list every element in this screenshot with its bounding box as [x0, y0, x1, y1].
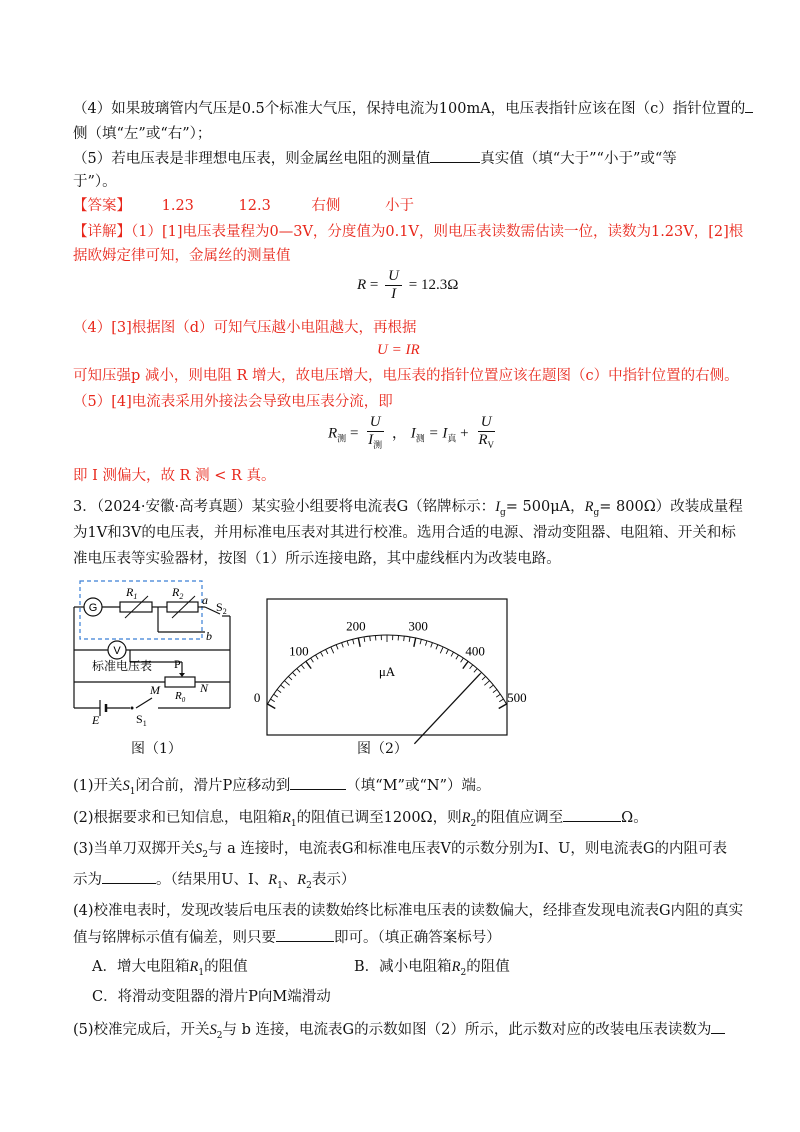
q3b-r2-sub: 2	[306, 880, 312, 891]
eq1-r: R	[357, 276, 367, 293]
eq3-plus: +	[460, 425, 469, 442]
detail-6: 即 I 测偏大，故 R 测 < R 真。	[73, 468, 276, 484]
q5n-blank[interactable]	[711, 1019, 725, 1034]
q2-text: (2)根据要求和已知信息，电阻箱	[73, 810, 283, 826]
p3-sep: ，	[570, 499, 585, 515]
q5-tail: 真实值（填“大于”“小于”或“等	[480, 151, 677, 167]
eq3-sep: ，	[391, 425, 407, 442]
q3b-text: 示为	[73, 872, 102, 888]
option-a-r: R	[189, 959, 199, 975]
q5n-text: (5)校准完成后，开关	[73, 1022, 210, 1038]
q4n-text: (4)校准电表时，发现改装后电压表的读数始终比标准电压表的读数偏大，经排查发现电流表G内阻的真实	[73, 903, 744, 919]
q3b-r1-sub: 1	[277, 880, 283, 891]
q2-blank[interactable]	[563, 807, 621, 822]
eq3-r-sub: 测	[337, 433, 347, 444]
p3-rg-sub: g	[593, 507, 600, 518]
q3-s-sub: 2	[202, 849, 209, 860]
q3-text: (3)当单刀双掷开关	[73, 841, 196, 857]
eq3-lhs: I	[410, 425, 416, 442]
meter-tick-label: 300	[408, 618, 428, 634]
q1-line	[73, 775, 490, 802]
option-a-text: A．增大电阻箱	[92, 959, 190, 975]
meter-tick-label: 0	[253, 690, 261, 705]
rheostat-r0-icon	[165, 677, 195, 687]
eq3-lhs-sub: 测	[415, 433, 425, 444]
standard-voltmeter-label: 标准电压表	[92, 659, 153, 673]
q5-text: （5）若电压表是非理想电压表，则金属丝电阻的测量值	[73, 151, 431, 167]
q4b-line	[73, 124, 211, 144]
q2-mid: 的阻值已调至1200Ω，则	[296, 810, 462, 826]
q3b-line	[73, 869, 355, 896]
q3-s: S	[195, 841, 203, 857]
detail-line-6	[73, 466, 275, 486]
figure-2-caption: 图（2）	[357, 741, 408, 757]
eq3-rv-sub: V	[487, 440, 494, 450]
q3-line	[73, 839, 727, 865]
eq3-fraction	[365, 414, 385, 454]
eq1-i: I	[391, 286, 397, 302]
q2-r2: R	[461, 810, 471, 826]
option-c[interactable]	[92, 987, 331, 1007]
q2-r1: R	[282, 810, 291, 826]
eq3-i-sub: 测	[373, 440, 383, 450]
detail-1: 【详解】（1）[1]电压表量程为0—3V，分度值为0.1V，则电压表读数需估读一位，读数为1.23V，[2]根	[73, 224, 744, 240]
detail-5: （5）[4]电流表采用外接法会导致电压表分流，即	[73, 394, 393, 410]
q3-tail: 与 a 连接时，电流表G和标准电压表V的示数分别为I、U，则电流表G的内阻可表	[208, 841, 727, 857]
q4n-b-line	[73, 927, 501, 948]
p3-ig-val: = 500μA	[505, 499, 571, 515]
eq3-fraction-2	[475, 414, 497, 454]
q1-s-sub: 1	[129, 786, 136, 797]
q3b-tail: 。（结果用U、I、	[156, 872, 269, 888]
q3-blank[interactable]	[102, 869, 156, 884]
meter-tick-label: 400	[465, 643, 485, 659]
q1-end: （填“M”或“N”）端。	[346, 778, 491, 794]
equation-uir	[377, 342, 420, 359]
figure-1-caption: 图（1）	[131, 741, 182, 757]
eq3-r: R	[328, 425, 338, 442]
q5n-line	[73, 1019, 725, 1046]
eq1-u: U	[385, 268, 402, 286]
q4n-b-tail: 即可。（填正确答案标号）	[334, 930, 501, 946]
q5-line	[73, 148, 677, 169]
p3-line-2	[73, 523, 736, 543]
q4-text: （4）如果玻璃管内气压是0.5个标准大气压，保持电流为100mA，电压表指针应该在图（c）指针位置的	[73, 101, 746, 117]
p3-line-3	[73, 549, 561, 569]
q2-r2-sub: 2	[470, 818, 477, 829]
p3-text-3: 准电压表等实验器材，按图（1）所示连接电路，其中虚线框内为改装电路。	[73, 551, 561, 567]
detail-3: （4）[3]根据图（d）可知气压越小电阻越大，再根据	[73, 320, 417, 336]
galvanometer-label: G	[88, 602, 98, 614]
q1-text: (1)开关	[73, 778, 123, 794]
meter-tick	[404, 636, 405, 641]
switch-s2-label: $S_2$	[216, 600, 227, 616]
q5b-line	[73, 172, 117, 192]
p3-ig-sub: g	[500, 507, 506, 518]
q2-r1-sub: 1	[290, 818, 297, 829]
node-n-label: N	[200, 681, 209, 695]
detail-line-5	[73, 392, 393, 412]
node-m-label: M	[150, 683, 160, 697]
meter-unit-label: μA	[378, 664, 396, 679]
switch-s1-contact-icon	[131, 707, 134, 710]
eq2: U = IR	[377, 342, 420, 358]
option-c-text: C．将滑动变阻器的滑片P向M端滑动	[92, 989, 331, 1005]
option-b-r-sub: 2	[460, 967, 467, 978]
q4n-line	[73, 901, 743, 921]
equation-measured: $R_测$ = $\frac{U}{I_测}$ ， $I_测 = I_真$ + $\frac{U}{R_V}$	[328, 414, 500, 454]
p3-text-2: 为1V和3V的电压表，并用标准电压表对其进行校准。选用合适的电源、滑动变阻器、电阻箱、开关和标	[73, 525, 736, 541]
detail-4: 可知压强p 减小，则电阻 R 增大，故电压增大，电压表的指针位置应该在题图（c）中指针位置的右侧。	[73, 368, 739, 384]
q4n-blank[interactable]	[276, 927, 334, 942]
answer-label: 【答案】	[73, 198, 131, 214]
switch-s1-label: $S_1$	[136, 712, 147, 728]
r2-label: $R_2$	[172, 585, 184, 601]
q2-line	[73, 807, 648, 834]
q5b-text: 于”）。	[73, 174, 117, 190]
answer-4: 小于	[385, 198, 415, 214]
q2-tail: 的阻值应调至	[476, 810, 564, 826]
answer-line	[73, 196, 414, 216]
resistor-r2-icon	[167, 602, 198, 612]
eq3-mid-sub: 真	[447, 433, 457, 444]
answer-2: 12.3	[238, 198, 271, 214]
meter-tick-label: 200	[346, 618, 366, 634]
battery-e-label: E	[92, 713, 100, 727]
p3-text-1-tail: ）改装成量程	[655, 499, 743, 515]
r1-label: $R_1$	[126, 585, 138, 601]
node-a-label: a	[202, 593, 208, 607]
eq3-rv: R	[478, 432, 488, 448]
eq3-u: U	[367, 414, 384, 432]
p3-rg-val: = 800Ω	[599, 499, 656, 515]
detail-2: 据欧姆定律可知，金属丝的测量值	[73, 248, 291, 264]
microammeter-dial	[253, 598, 527, 736]
p3-text-1: 3．（2024·安徽·高考真题）某实验小组要将电流表G（铭牌标示：	[73, 499, 496, 515]
q2-unit: Ω。	[621, 810, 648, 826]
q3b-r1: R	[268, 872, 278, 888]
meter-tick-label: 500	[507, 690, 527, 705]
p3-ig: I	[495, 499, 501, 515]
q4b-text: 侧（填“左”或“右”）；	[73, 126, 212, 142]
eq3-i: I	[368, 432, 374, 448]
option-b[interactable]	[354, 957, 510, 983]
option-a-tail: 的阻值	[204, 959, 248, 975]
q4-line	[73, 98, 753, 119]
detail-line-1	[73, 222, 743, 242]
answer-3: 右侧	[311, 198, 341, 214]
q3b-r2: R	[297, 872, 307, 888]
circuit-diagram	[70, 578, 245, 728]
q4-blank[interactable]	[745, 98, 753, 113]
detail-line-4	[73, 366, 739, 386]
equation-ohm: R = $\frac{U}{I}$ = 12.3Ω	[357, 268, 459, 302]
q1-blank[interactable]	[290, 775, 346, 790]
eq1-fraction	[385, 268, 402, 303]
answer-1: 1.23	[161, 198, 194, 214]
eq1-value: = 12.3Ω	[408, 276, 459, 293]
eq3-mid: = I	[428, 425, 448, 442]
node-b-label: b	[206, 629, 212, 643]
p3-line-1	[73, 497, 743, 523]
q5-blank[interactable]	[430, 148, 480, 163]
q1-tail: 闭合前，滑片P应移动到	[135, 778, 291, 794]
option-b-text: B．减小电阻箱	[354, 959, 452, 975]
voltmeter-label: V	[113, 645, 121, 657]
meter-tick	[370, 636, 371, 641]
detail-line-2	[73, 246, 291, 266]
q5n-s: S	[209, 1022, 217, 1038]
q3b-end: 表示）	[311, 872, 356, 888]
q3b-sep: 、	[282, 872, 298, 888]
q4n-b-text: 值与铭牌标示值有偏差，则只要	[73, 930, 276, 946]
eq3-u2: U	[478, 414, 495, 432]
slider-p-label: P	[174, 657, 181, 671]
detail-line-3	[73, 318, 417, 338]
q5n-s-sub: 2	[216, 1030, 223, 1041]
option-a-r-sub: 1	[198, 967, 205, 978]
option-b-r: R	[451, 959, 461, 975]
option-a[interactable]	[92, 957, 248, 983]
p3-rg: R	[584, 499, 594, 515]
meter-tick-label: 100	[289, 643, 309, 659]
option-b-tail: 的阻值	[466, 959, 510, 975]
q5n-tail: 与 b 连接，电流表G的示数如图（2）所示，此示数对应的改装电压表读数为	[222, 1022, 712, 1038]
q1-s: S	[122, 778, 130, 794]
r0-label: $R_0$	[175, 690, 186, 704]
